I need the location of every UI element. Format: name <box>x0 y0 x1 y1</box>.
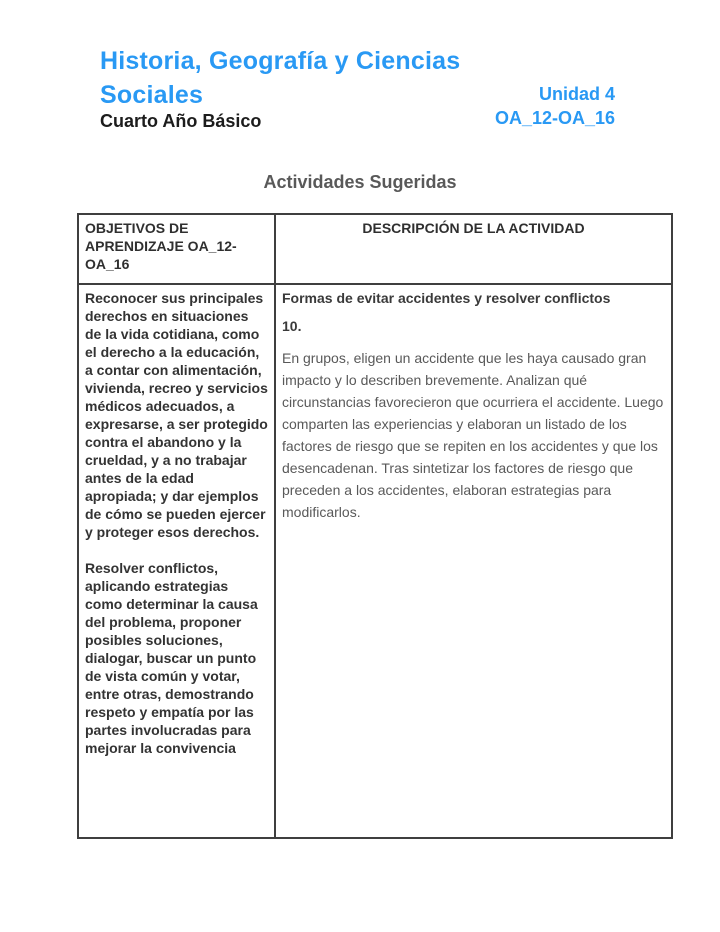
section-heading: Actividades Sugeridas <box>263 172 457 192</box>
course-title: Historia, Geografía y Ciencias Sociales <box>100 47 461 109</box>
oa-code-label: OA_12-OA_16 <box>494 108 615 128</box>
activities-table <box>77 213 673 839</box>
grade-level-label: Cuarto Año Básico <box>100 111 262 131</box>
activity-description: En grupos, eligen un accidente que les haya causado gran impacto y lo describen brevemente. Analizan qué circunstancias favorecieron que ocurriera el accidente. Luego comparten las experiencias y elaboran un listado de los factores de riesgo que se repiten en los accidentes y que los desencadenan. Tras sintetizar los factores de riesgo que preceden a los accidentes, elaboran estrategias para modificarlos. <box>282 350 664 520</box>
objectives-cell <box>78 284 275 838</box>
table-row <box>78 284 672 838</box>
activity-title: Formas de evitar accidentes y resolver conflictos <box>282 290 611 306</box>
unit-label: Unidad 4 <box>538 84 615 104</box>
objective-paragraph-1: Reconocer sus principales derechos en situaciones de la vida cotidiana, como el derecho a la educación, a contar con alimentación, vivienda, recreo y servicios médicos adecuados, a expresarse, a ser protegido contra el abandono y la crueldad, y a no trabajar antes de la edad apropiada; y dar ejemplos de cómo se pueden ejercer y proteger esos derechos. <box>85 290 268 540</box>
column-header-objectives: OBJETIVOS DE APRENDIZAJE OA_12-OA_16 <box>78 214 275 284</box>
table-header-row <box>78 214 672 284</box>
activity-number: 10. <box>282 318 302 334</box>
column-header-description: DESCRIPCIÓN DE LA ACTIVIDAD <box>275 214 672 284</box>
objective-paragraph-2: Resolver conflictos, aplicando estrategias como determinar la causa del problema, proponer posibles soluciones, dialogar, buscar un punto de vista común y votar, entre otras, demostrando respeto y empatía por las partes involucradas para mejorar la convivencia <box>85 560 258 756</box>
document-header <box>100 44 615 144</box>
activity-cell <box>275 284 672 838</box>
